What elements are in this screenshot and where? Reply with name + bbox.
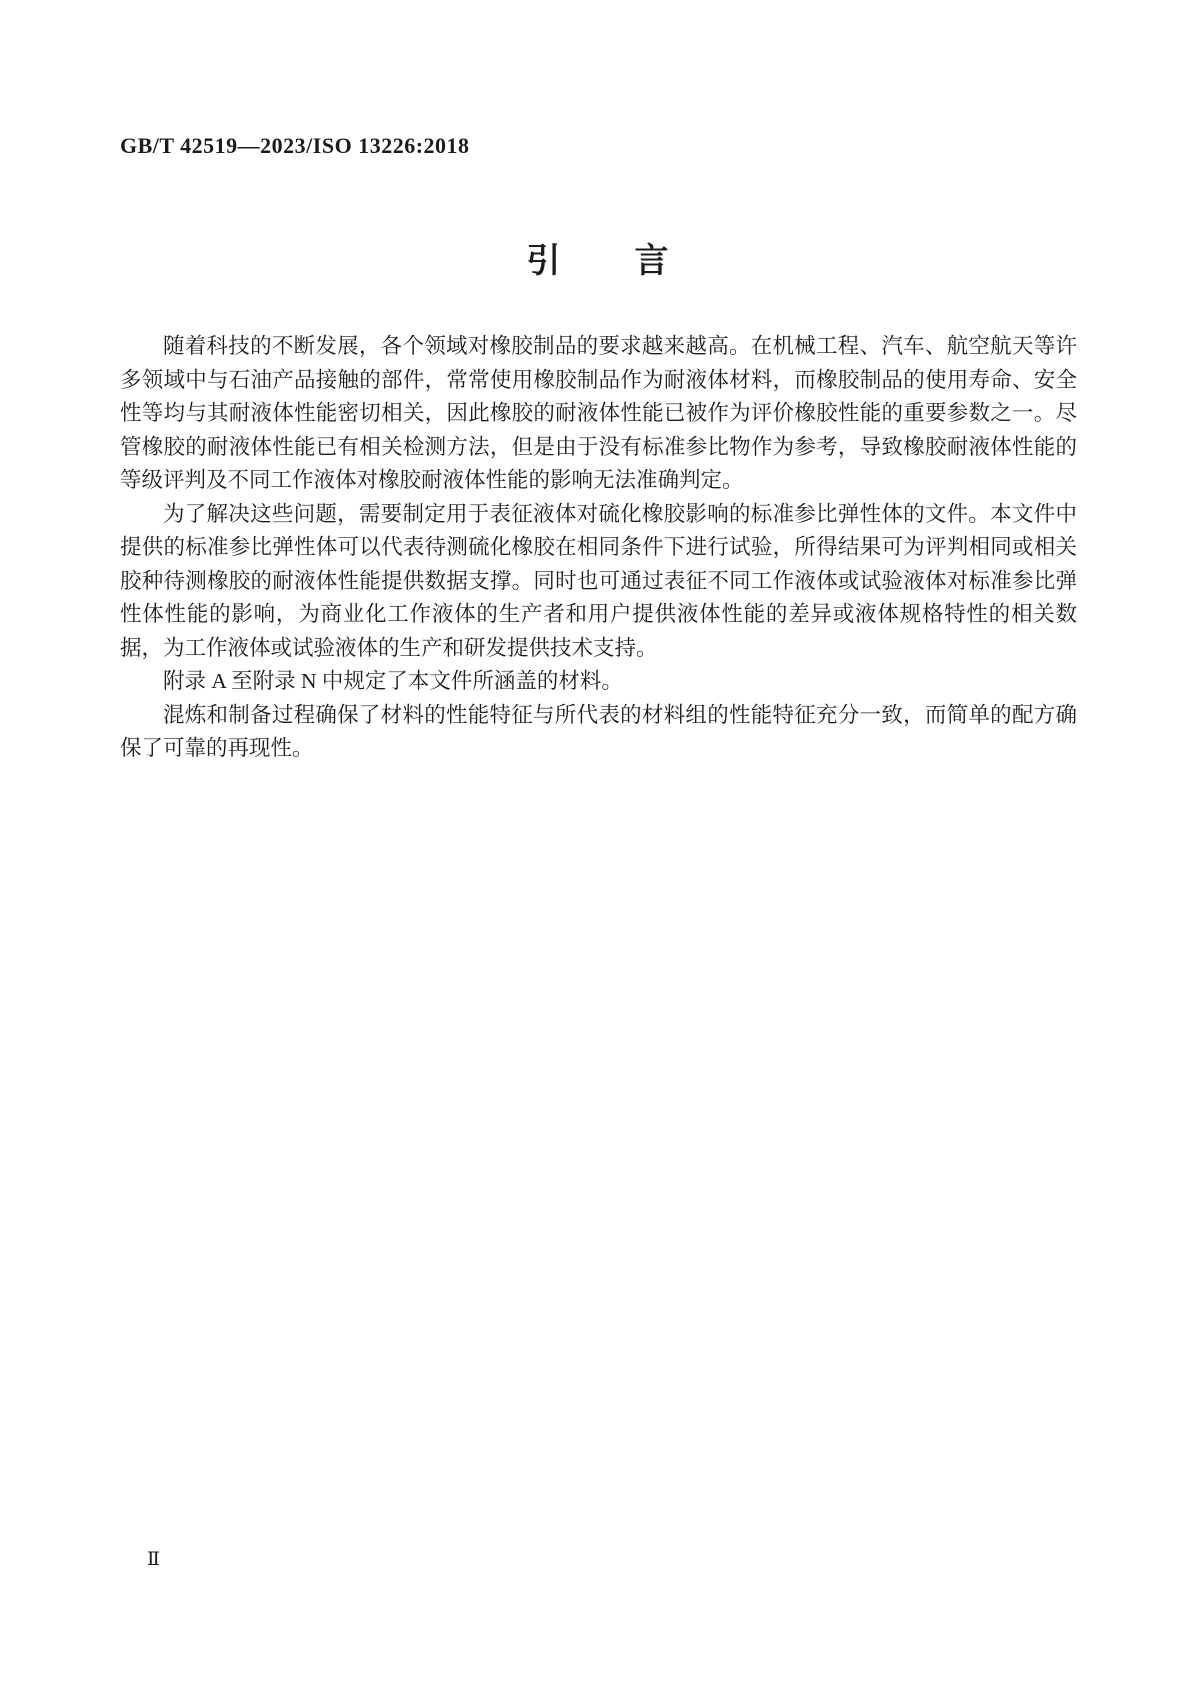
introduction-body bbox=[120, 330, 1077, 766]
paragraph-2: 为了解决这些问题，需要制定用于表征液体对硫化橡胶影响的标准参比弹性体的文件。本文件中提供的标准参比弹性体可以代表待测硫化橡胶在相同条件下进行试验，所得结果可为评判相同或相关胶种待测橡胶的耐液体性能提供数据支撑。同时也可通过表征不同工作液体或试验液体对标准参比弹性体性能的影响，为商业化工作液体的生产者和用户提供液体性能的差异或液体规格特性的相关数据，为工作液体或试验液体的生产和研发提供技术支持。 bbox=[120, 501, 1077, 660]
page-number: Ⅱ bbox=[147, 1549, 160, 1570]
paragraph-3: 附录 A 至附录 N 中规定了本文件所涵盖的材料。 bbox=[163, 669, 623, 693]
paragraph-1: 随着科技的不断发展，各个领域对橡胶制品的要求越来越高。在机械工程、汽车、航空航天等许多领域中与石油产品接触的部件，常常使用橡胶制品作为耐液体材料，而橡胶制品的使用寿命、安全性等均与其耐液体性能密切相关，因此橡胶的耐液体性能已被作为评价橡胶性能的重要参数之一。尽管橡胶的耐液体性能已有相关检测方法，但是由于没有标准参比物作为参考，导致橡胶耐液体性能的等级评判及不同工作液体对橡胶耐液体性能的影响无法准确判定。 bbox=[120, 334, 1077, 492]
paragraph-4: 混炼和制备过程确保了材料的性能特征与所代表的材料组的性能特征充分一致，而简单的配方确保了可靠的再现性。 bbox=[120, 702, 1077, 760]
page-title: 引 言 bbox=[526, 242, 671, 280]
standard-number: GB/T 42519—2023/ISO 13226:2018 bbox=[120, 133, 470, 158]
